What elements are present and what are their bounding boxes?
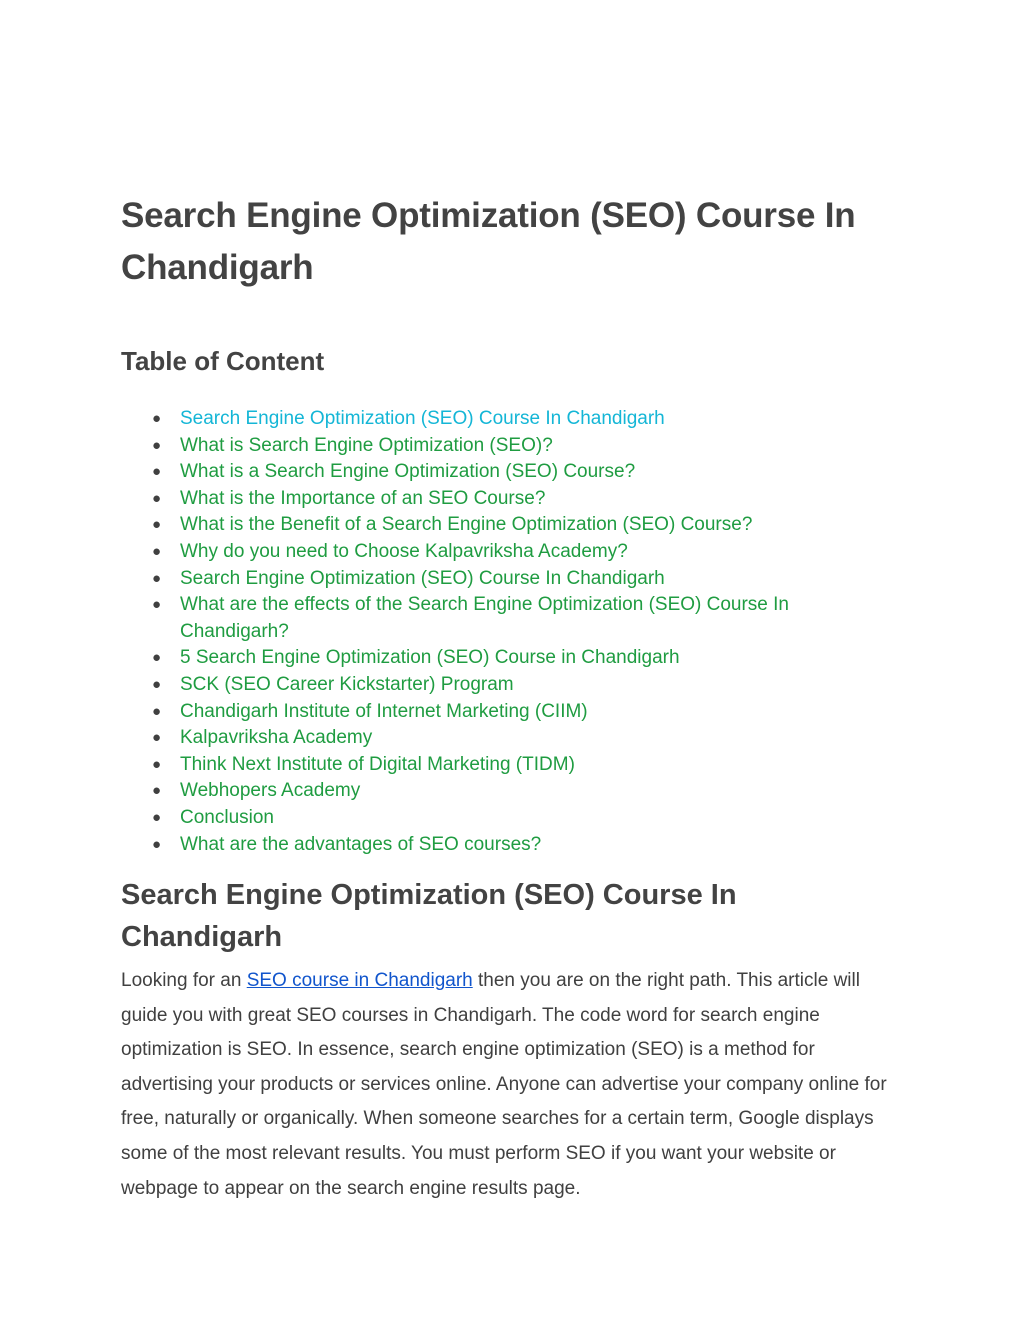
bullet-icon: ● xyxy=(152,436,162,454)
bullet-icon: ● xyxy=(152,596,162,614)
toc-item xyxy=(121,778,861,805)
body-paragraph xyxy=(121,964,911,1206)
bullet-icon: ● xyxy=(152,649,162,667)
toc-item xyxy=(121,406,861,433)
toc-link[interactable]: What is the Benefit of a Search Engine Optimization (SEO) Course? xyxy=(180,514,753,536)
toc-item xyxy=(121,699,861,726)
toc-link[interactable]: Chandigarh Institute of Internet Marketing (CIIM) xyxy=(180,700,588,722)
toc-item xyxy=(121,592,861,645)
bullet-icon: ● xyxy=(152,702,162,720)
toc-item xyxy=(121,805,861,832)
bullet-icon: ● xyxy=(152,516,162,534)
toc-link[interactable]: What is Search Engine Optimization (SEO)? xyxy=(180,434,553,456)
seo-course-link[interactable]: SEO course in Chandigarh xyxy=(246,970,473,991)
toc-link[interactable]: Search Engine Optimization (SEO) Course In Chandigarh xyxy=(180,408,665,429)
bullet-icon: ● xyxy=(152,569,162,587)
bullet-icon: ● xyxy=(152,675,162,693)
toc-heading: Table of Content xyxy=(121,346,325,376)
toc-link[interactable]: Think Next Institute of Digital Marketing (TIDM) xyxy=(180,753,575,775)
toc-link[interactable]: Why do you need to Choose Kalpavriksha Academy? xyxy=(180,540,628,562)
document-title: Search Engine Optimization (SEO) Course In Chandigarh xyxy=(121,196,856,287)
toc-item xyxy=(121,752,861,779)
bullet-icon: ● xyxy=(152,755,162,773)
bullet-icon: ● xyxy=(152,808,162,826)
document-page xyxy=(121,190,911,1199)
table-of-contents xyxy=(121,406,861,858)
paragraph-text-before: Looking for an xyxy=(121,970,247,991)
section-heading: Search Engine Optimization (SEO) Course In Chandigarh xyxy=(121,879,737,953)
toc-link[interactable]: What is a Search Engine Optimization (SEO) Course? xyxy=(180,461,636,483)
toc-link[interactable]: SCK (SEO Career Kickstarter) Program xyxy=(180,673,514,695)
toc-link[interactable]: Search Engine Optimization (SEO) Course In Chandigarh xyxy=(180,567,665,589)
bullet-icon: ● xyxy=(152,489,162,507)
toc-link[interactable]: What are the effects of the Search Engine Optimization (SEO) Course In Chandigarh? xyxy=(180,594,790,642)
toc-link[interactable]: What is the Importance of an SEO Course? xyxy=(180,487,546,509)
toc-link[interactable]: Kalpavriksha Academy xyxy=(180,727,373,749)
bullet-icon: ● xyxy=(152,410,162,427)
toc-item xyxy=(121,832,861,859)
toc-item xyxy=(121,486,861,513)
toc-item xyxy=(121,512,861,539)
toc-item xyxy=(121,539,861,566)
toc-item xyxy=(121,433,861,460)
toc-link[interactable]: Webhopers Academy xyxy=(180,780,361,802)
toc-link[interactable]: Conclusion xyxy=(180,806,274,828)
bullet-icon: ● xyxy=(152,463,162,481)
toc-item xyxy=(121,566,861,593)
toc-item xyxy=(121,672,861,699)
toc-item xyxy=(121,459,861,486)
toc-item xyxy=(121,725,861,752)
bullet-icon: ● xyxy=(152,782,162,800)
bullet-icon: ● xyxy=(152,542,162,560)
toc-item xyxy=(121,645,861,672)
bullet-icon: ● xyxy=(152,835,162,853)
toc-link[interactable]: 5 Search Engine Optimization (SEO) Course in Chandigarh xyxy=(180,647,680,669)
toc-link[interactable]: What are the advantages of SEO courses? xyxy=(180,833,542,855)
bullet-icon: ● xyxy=(152,729,162,747)
paragraph-text-after: then you are on the right path. This article will guide you with great SEO courses in Chandigarh. The code word for search engine optimization is SEO. In essence, search engine optimization (SEO) is a method for advertising your products or services online. Anyone can advertise your company online for free, naturally or organically. When someone searches for a certain term, Google displays some of the most relevant results. You must perform SEO if you want your website or webpage to appear on the search engine results page. xyxy=(121,970,887,1199)
